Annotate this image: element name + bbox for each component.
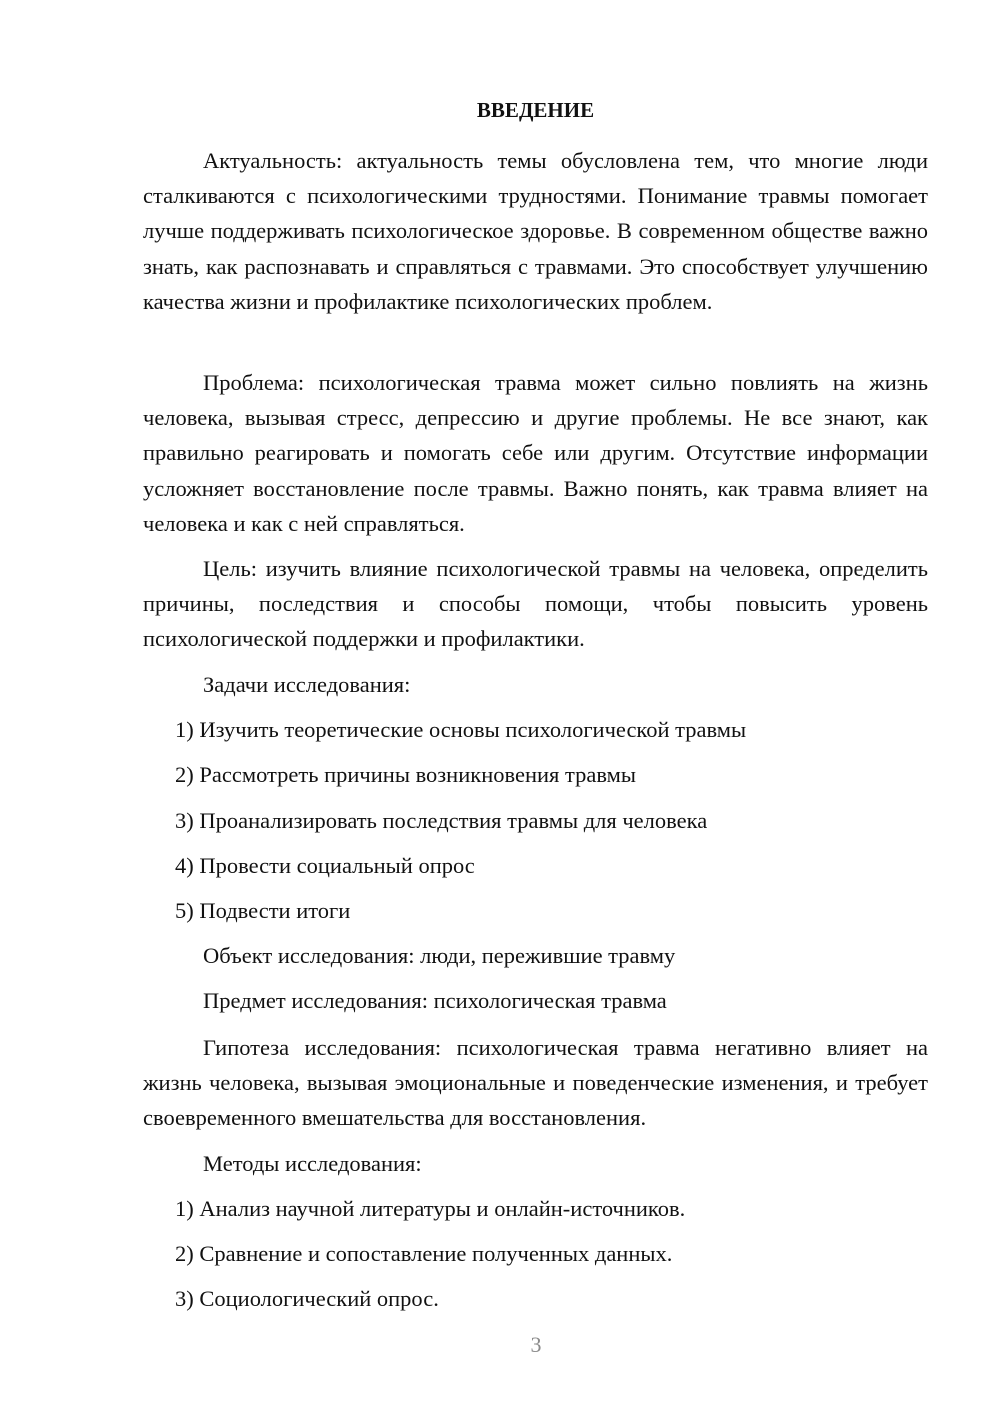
hypothesis-paragraph: Гипотеза исследования: психологическая травма негативно влияет на жизнь человека, вызывая эмоциональные и поведенческие изменения, и требует своевременного вмешательства для восстановления.	[143, 1035, 928, 1131]
method-item: 2) Сравнение и сопоставление полученных данных.	[175, 1241, 673, 1266]
relevance-paragraph: Актуальность: актуальность темы обусловлена тем, что многие люди сталкиваются с психологическими трудностями. Понимание травмы помогает лучше поддерживать психологическое здоровье. В современном обществе важно знать, как распознавать и справляться с травмами. Это способствует улучшению качества жизни и профилактике психологических проблем.	[143, 148, 928, 314]
task-item: 4) Провести социальный опрос	[175, 853, 475, 878]
task-item: 5) Подвести итоги	[175, 898, 351, 923]
section-title: ВВЕДЕНИЕ	[476, 98, 595, 122]
task-item: 3) Проанализировать последствия травмы для человека	[175, 808, 708, 833]
page-number: 3	[530, 1332, 542, 1357]
research-subject: Предмет исследования: психологическая травма	[203, 988, 667, 1013]
research-object: Объект исследования: люди, пережившие травму	[203, 943, 676, 968]
method-item: 3) Социологический опрос.	[175, 1286, 439, 1311]
tasks-heading: Задачи исследования:	[203, 672, 411, 697]
problem-paragraph: Проблема: психологическая травма может сильно повлиять на жизнь человека, вызывая стресс, депрессию и другие проблемы. Не все знают, как правильно реагировать и помогать себе или другим. Отсутствие информации усложняет восстановление после травмы. Важно понять, как травма влияет на человека и как с ней справляться.	[143, 370, 928, 536]
methods-heading: Методы исследования:	[203, 1151, 422, 1176]
task-item: 1) Изучить теоретические основы психологической травмы	[175, 717, 747, 742]
task-item: 2) Рассмотреть причины возникновения травмы	[175, 762, 636, 787]
method-item: 1) Анализ научной литературы и онлайн-источников.	[175, 1196, 686, 1221]
goal-paragraph: Цель: изучить влияние психологической травмы на человека, определить причины, последствия и способы помощи, чтобы повысить уровень психологической поддержки и профилактики.	[143, 556, 928, 652]
